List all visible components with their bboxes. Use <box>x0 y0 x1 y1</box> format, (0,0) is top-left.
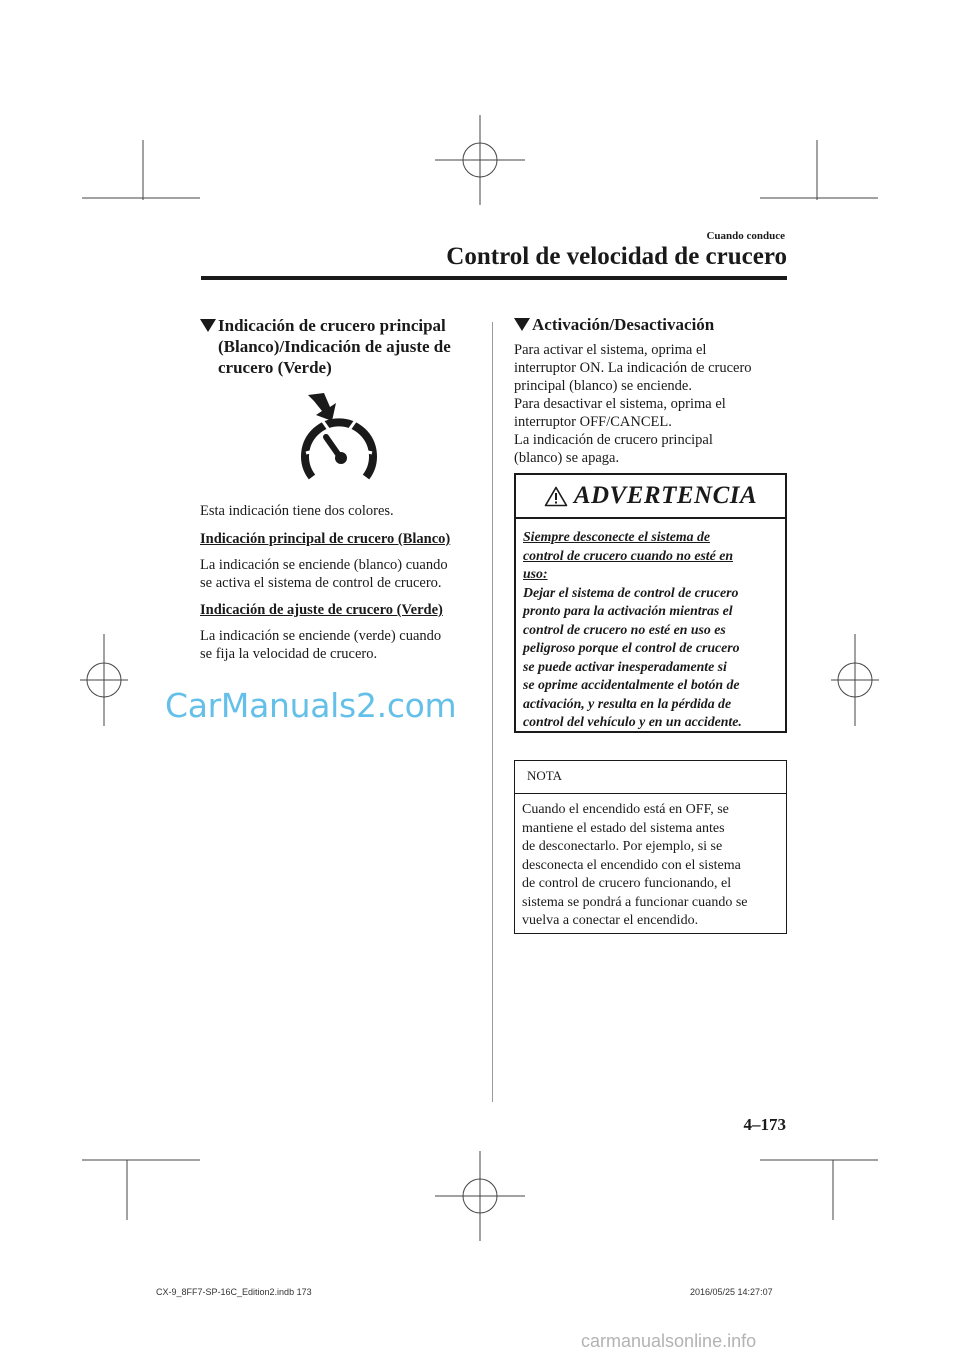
note-box <box>514 760 787 934</box>
text-line: Para desactivar el sistema, oprima el <box>514 396 726 412</box>
paragraph-white <box>200 556 490 592</box>
warning-line: se puede activar inesperadamente si <box>523 658 727 674</box>
section-triangle-icon <box>200 319 216 332</box>
heading-text: Activación/Desactivación <box>532 315 715 334</box>
note-line: vuelva a conectar el encendido. <box>522 913 699 928</box>
warning-body <box>523 528 781 732</box>
warning-title: ADVERTENCIA <box>573 482 758 509</box>
header-rule <box>201 276 787 280</box>
warning-line: control de crucero no esté en uso es <box>523 621 726 637</box>
note-line: Cuando el encendido está en OFF, se <box>522 802 729 817</box>
print-timestamp: 2016/05/25 14:27:07 <box>690 1287 773 1297</box>
text-line: La indicación se enciende (verde) cuando <box>200 628 442 644</box>
section-label: Cuando conduce <box>706 230 785 242</box>
warning-line: peligroso porque el control de crucero <box>523 640 740 655</box>
text-line: La indicación de crucero principal <box>514 432 713 448</box>
note-line: desconecta el encendido con el sistema <box>522 857 741 873</box>
warning-line: uso: <box>523 566 548 581</box>
heading-line: Indicación de crucero principal <box>218 316 446 335</box>
warning-line: Dejar el sistema de control de crucero <box>523 584 739 600</box>
subheading-white: Indicación principal de crucero (Blanco) <box>200 531 451 547</box>
note-line: de control de crucero funcionando, el <box>522 876 732 891</box>
watermark-logo: CarManuals2.com <box>165 686 457 725</box>
file-info: CX-9_8FF7-SP-16C_Edition2.indb 173 <box>156 1287 312 1297</box>
note-line: mantiene el estado del sistema antes <box>522 820 725 836</box>
text-line: La indicación se enciende (blanco) cuando <box>200 557 448 573</box>
note-line: de desconectarlo. Por ejemplo, si se <box>522 839 723 854</box>
left-section-heading <box>200 315 490 378</box>
text-line: se fija la velocidad de crucero. <box>200 646 378 662</box>
note-header <box>515 761 786 794</box>
page-number: 4–173 <box>743 1115 786 1134</box>
warning-line: Siempre desconecte el sistema de <box>523 529 710 544</box>
note-line: sistema se pondrá a funcionar cuando se <box>522 894 748 910</box>
warning-triangle-icon <box>544 486 568 507</box>
heading-line: crucero (Verde) <box>218 358 332 377</box>
warning-box <box>514 473 787 733</box>
page-title: Control de velocidad de crucero <box>446 243 787 270</box>
warning-header <box>516 475 785 519</box>
paragraph-green <box>200 627 490 663</box>
warning-line: control del vehículo y en un accidente. <box>523 714 742 729</box>
text-line: interruptor ON. La indicación de crucero <box>514 360 752 376</box>
text-line: Para activar el sistema, oprima el <box>514 342 707 358</box>
watermark-site: carmanualsonline.info <box>581 1331 757 1351</box>
note-body <box>522 801 784 931</box>
intro-text: Esta indicación tiene dos colores. <box>200 503 394 519</box>
subheading-green: Indicación de ajuste de crucero (Verde) <box>200 602 443 618</box>
section-triangle-icon <box>514 318 530 331</box>
text-line: principal (blanco) se enciende. <box>514 378 692 394</box>
text-line: interruptor OFF/CANCEL. <box>514 414 672 430</box>
activation-paragraph <box>514 341 794 467</box>
warning-line: activación, y resulta en la pérdida de <box>523 695 732 711</box>
warning-line: control de crucero cuando no esté en <box>523 547 734 563</box>
right-section-heading <box>514 314 794 335</box>
text-line: (blanco) se apaga. <box>514 450 620 466</box>
warning-line: pronto para la activación mientras el <box>523 603 733 618</box>
note-title: NOTA <box>527 768 563 783</box>
column-divider <box>492 322 493 1102</box>
warning-line: se oprime accidentalmente el botón de <box>523 677 740 692</box>
text-line: se activa el sistema de control de crucero. <box>200 575 442 591</box>
heading-line: (Blanco)/Indicación de ajuste de <box>218 337 451 356</box>
cruise-control-indicator-icon <box>298 393 380 485</box>
